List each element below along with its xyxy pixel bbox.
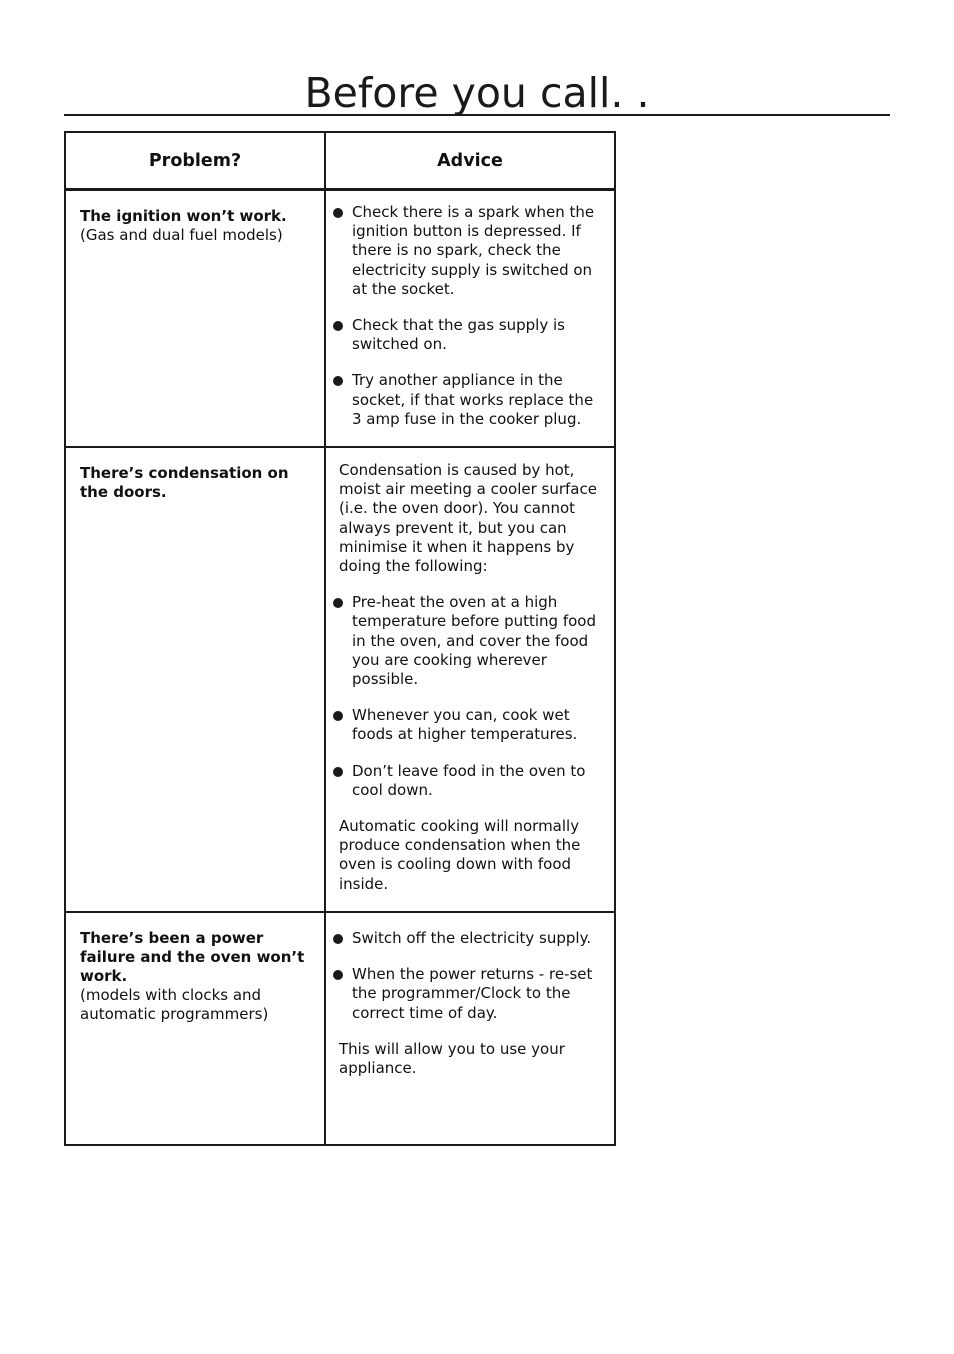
problem-title: There’s been a power failure and the oven won’t work. [80,928,305,985]
bullet-dot-icon [333,321,343,331]
troubleshooting-table [64,131,616,1146]
problem-cell [65,912,325,1145]
problem-title: There’s condensation on the doors. [80,464,289,502]
advice-cell [325,190,615,448]
advice-bullet [331,593,602,689]
advice-paragraph: Condensation is caused by hot, moist air meeting a cooler surface (i.e. the oven door). You cannot always prevent it, but you can minimise it when it happens by doing the following: [339,461,597,576]
advice-text: Check there is a spark when the ignition button is depressed. If there is no spark, check the electricity supply is switched on at the socket. [352,203,595,298]
advice-bullet [331,706,602,744]
bullet-dot-icon [333,376,343,386]
advice-text: Pre-heat the oven at a high temperature before putting food in the oven, and cover the food you are cooking wherever possible. [352,593,597,689]
advice-paragraph: Automatic cooking will normally produce condensation when the oven is cooling down with food inside. [339,817,581,893]
problem-note: (Gas and dual fuel models) [80,226,283,244]
table-row [65,190,615,448]
advice-text: When the power returns - re-set the programmer/Clock to the correct time of day. [352,965,593,1022]
advice-paragraph: This will allow you to use your appliance. [339,1039,565,1077]
bullet-dot-icon [333,208,343,218]
page-title: Before you call. . [304,69,650,117]
problem-column-header: Problem? [65,132,325,190]
advice-bullet [331,965,602,1023]
advice-text: Whenever you can, cook wet foods at higher temperatures. [352,706,578,744]
title-underline [64,114,890,116]
table-row [65,447,615,912]
bullet-dot-icon [333,970,343,980]
table-row [65,912,615,1145]
table-header-row [65,132,615,190]
advice-bullet [331,203,602,299]
advice-bullet [331,371,602,429]
problem-cell [65,447,325,912]
bullet-dot-icon [333,767,343,777]
advice-bullet [331,762,602,800]
advice-text: Don’t leave food in the oven to cool down. [352,761,586,799]
advice-text: Check that the gas supply is switched on. [352,316,565,354]
advice-cell [325,912,615,1145]
advice-column-header: Advice [325,132,615,190]
advice-bullet [331,929,602,948]
problem-note: (models with clocks and automatic programmers) [80,985,269,1023]
bullet-dot-icon [333,934,343,944]
problem-cell [65,190,325,448]
bullet-dot-icon [333,598,343,608]
problem-title: The ignition won’t work. [80,207,287,225]
advice-cell [325,447,615,912]
advice-bullet [331,316,602,354]
advice-text: Try another appliance in the socket, if that works replace the 3 amp fuse in the cooker plug. [352,371,594,428]
bullet-dot-icon [333,711,343,721]
advice-text: Switch off the electricity supply. [352,928,592,947]
